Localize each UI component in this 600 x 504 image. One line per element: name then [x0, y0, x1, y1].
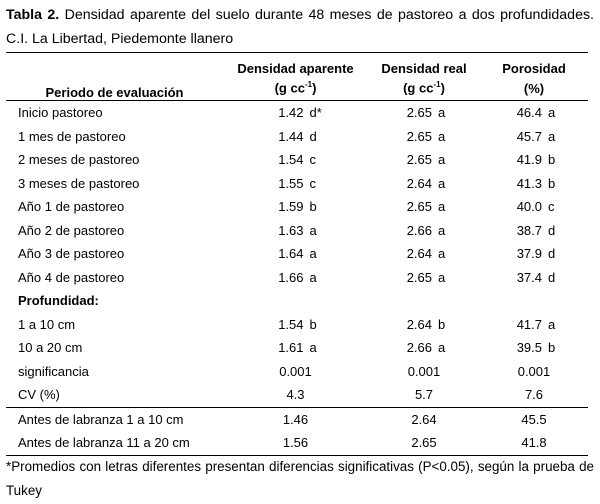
row-label: Año 1 de pastoreo	[18, 199, 125, 215]
section-label-depth: Profundidad:	[18, 293, 99, 309]
row-label: Antes de labranza 11 a 20 cm	[18, 435, 190, 451]
table-row	[6, 172, 588, 196]
porosity-value: 41.9	[516, 152, 542, 168]
real-density-cell	[368, 266, 480, 290]
row-label: 2 meses de pastoreo	[18, 152, 140, 168]
table-row	[6, 360, 588, 384]
real-density: 2.64	[411, 411, 437, 427]
real-density-value: 2.65	[406, 128, 432, 144]
real-density-value: 2.64	[406, 316, 432, 332]
header-real-density: Densidad real	[381, 61, 467, 76]
porosity-value: 37.4	[516, 269, 542, 285]
bulk-density-cell	[223, 101, 368, 125]
real-density-letter: a	[438, 175, 446, 191]
bulk-density: 1.46	[282, 411, 309, 427]
header-period: Periodo de evaluación	[45, 85, 184, 100]
porosity-letter: b	[548, 175, 556, 191]
real-density-cell	[368, 195, 480, 219]
table-row	[6, 101, 588, 125]
real-density-letter: a	[438, 105, 446, 121]
bulk-density-cell	[223, 266, 368, 290]
bulk-density-letter: b	[309, 316, 317, 332]
header-real-density-unit: (g $cc^{-1}$)	[403, 80, 445, 96]
row-label: 3 meses de pastoreo	[18, 175, 140, 191]
bulk-density: 0.001	[279, 363, 312, 379]
bulk-density-letter: a	[309, 246, 317, 262]
porosity-value: 46.4	[516, 105, 542, 121]
caption-label: Tabla 2.	[6, 7, 60, 23]
porosity-cell	[480, 101, 588, 125]
real-density-cell	[368, 336, 480, 360]
bulk-density-value: 1.66	[278, 269, 304, 285]
bulk-density-value: 1.42	[278, 105, 304, 121]
row-label: 1 a 10 cm	[18, 316, 76, 332]
porosity: 0.001	[517, 363, 551, 379]
bulk-density-cell	[223, 219, 368, 243]
bulk-density: 1.56	[282, 435, 309, 451]
table-row	[6, 383, 588, 407]
row-label: Año 2 de pastoreo	[18, 222, 125, 238]
porosity-value: 40.0	[516, 199, 542, 215]
bulk-density-letter: c	[309, 152, 316, 168]
row-label: CV (%)	[18, 387, 60, 403]
table-row	[6, 313, 588, 337]
real-density: 0.001	[407, 363, 441, 379]
table-body	[6, 101, 588, 456]
bulk-density-value: 1.61	[278, 340, 304, 356]
data-table	[6, 52, 588, 456]
row-label: Antes de labranza 1 a 10 cm	[18, 411, 184, 427]
bulk-density-letter: c	[309, 175, 316, 191]
real-density-letter: a	[438, 222, 446, 238]
real-density-letter: b	[438, 316, 446, 332]
real-density-letter: a	[438, 340, 446, 356]
bulk-density-cell	[223, 336, 368, 360]
bulk-density-value: 1.54	[278, 316, 304, 332]
header-porosity: Porosidad	[502, 61, 566, 76]
bulk-density-letter: a	[309, 340, 317, 356]
porosity-value: 45.7	[516, 128, 542, 144]
bulk-density-cell	[223, 125, 368, 149]
header-bulk-density-unit: (g $cc^{-1}$)	[274, 80, 317, 96]
porosity-letter: a	[548, 128, 556, 144]
real-density-cell	[368, 172, 480, 196]
porosity-cell	[480, 125, 588, 149]
porosity-value: 39.5	[516, 340, 542, 356]
real-density-value: 2.66	[406, 340, 432, 356]
porosity-letter: d	[548, 269, 556, 285]
footnote: *Promedios con letras diferentes presentan diferencias significativas (P<0.05), según la prueba de Tukey	[6, 459, 594, 498]
porosity-letter: b	[548, 340, 556, 356]
row-label: 1 mes de pastoreo	[18, 128, 126, 144]
table-row	[6, 407, 588, 431]
porosity-letter: c	[548, 199, 555, 215]
real-density-value: 2.65	[406, 199, 432, 215]
porosity-value: 38.7	[516, 222, 542, 238]
real-density-letter: a	[438, 269, 446, 285]
porosity-cell	[480, 195, 588, 219]
real-density: 2.65	[411, 435, 437, 451]
bulk-density-cell	[223, 148, 368, 172]
bulk-density-value: 1.54	[278, 152, 304, 168]
porosity: 7.6	[524, 387, 544, 403]
porosity-cell	[480, 219, 588, 243]
real-density-value: 2.65	[406, 152, 432, 168]
bulk-density-letter: a	[309, 222, 317, 238]
porosity-cell	[480, 172, 588, 196]
bulk-density-value: 1.44	[278, 128, 304, 144]
porosity-letter: a	[548, 316, 556, 332]
real-density-cell	[368, 313, 480, 337]
bulk-density-cell	[223, 172, 368, 196]
porosity-letter: a	[548, 105, 556, 121]
real-density-cell	[368, 125, 480, 149]
bulk-density-letter: b	[309, 199, 317, 215]
porosity: 41.8	[521, 435, 547, 451]
table-row	[6, 336, 588, 360]
real-density-cell	[368, 101, 480, 125]
real-density-letter: a	[438, 199, 446, 215]
real-density-value: 2.64	[406, 246, 432, 262]
table-row	[6, 219, 588, 243]
row-label: Año 4 de pastoreo	[18, 269, 125, 285]
bulk-density: 4.3	[286, 387, 305, 403]
porosity-value: 41.7	[516, 316, 542, 332]
porosity-value: 37.9	[516, 246, 542, 262]
real-density-letter: a	[438, 152, 446, 168]
header-porosity-unit: (%)	[523, 80, 545, 96]
porosity-cell	[480, 336, 588, 360]
bulk-density-cell	[223, 313, 368, 337]
bulk-density-cell	[223, 242, 368, 266]
bulk-density-value: 1.59	[278, 199, 304, 215]
porosity-cell	[480, 313, 588, 337]
section-row-depth	[6, 289, 588, 313]
real-density-cell	[368, 242, 480, 266]
bulk-density-letter: d	[309, 128, 317, 144]
real-density-value: 2.66	[406, 222, 432, 238]
bulk-density-value: 1.64	[278, 246, 304, 262]
bulk-density-letter: a	[309, 269, 317, 285]
real-density-letter: a	[438, 128, 446, 144]
table-row	[6, 431, 588, 455]
porosity-value: 41.3	[516, 175, 542, 191]
table-row	[6, 195, 588, 219]
real-density: 5.7	[414, 387, 434, 403]
row-label: significancia	[18, 363, 89, 379]
porosity-cell	[480, 266, 588, 290]
porosity-cell	[480, 242, 588, 266]
real-density-value: 2.65	[406, 105, 432, 121]
real-density-value: 2.64	[406, 175, 432, 191]
table-caption	[6, 3, 594, 51]
header-bulk-density: Densidad aparente	[237, 61, 354, 76]
row-label: Inicio pastoreo	[18, 105, 103, 121]
real-density-cell	[368, 148, 480, 172]
bulk-density-value: 1.63	[278, 222, 304, 238]
table-row	[6, 266, 588, 290]
porosity-letter: d	[548, 246, 556, 262]
row-label: 10 a 20 cm	[18, 340, 83, 356]
bulk-density-letter: d*	[309, 105, 322, 121]
caption-text: Densidad aparente del suelo durante 48 meses de pastoreo a dos profundidades. C.I. La Libertad, Piedemonte llanero	[6, 7, 594, 47]
row-label: Año 3 de pastoreo	[18, 246, 125, 262]
table-row	[6, 242, 588, 266]
table-row	[6, 148, 588, 172]
table-row	[6, 125, 588, 149]
porosity: 45.5	[521, 411, 547, 427]
porosity-letter: b	[548, 152, 556, 168]
real-density-letter: a	[438, 246, 446, 262]
real-density-value: 2.65	[406, 269, 432, 285]
bulk-density-value: 1.55	[278, 175, 304, 191]
real-density-cell	[368, 219, 480, 243]
porosity-letter: d	[548, 222, 556, 238]
bulk-density-cell	[223, 195, 368, 219]
porosity-cell	[480, 148, 588, 172]
